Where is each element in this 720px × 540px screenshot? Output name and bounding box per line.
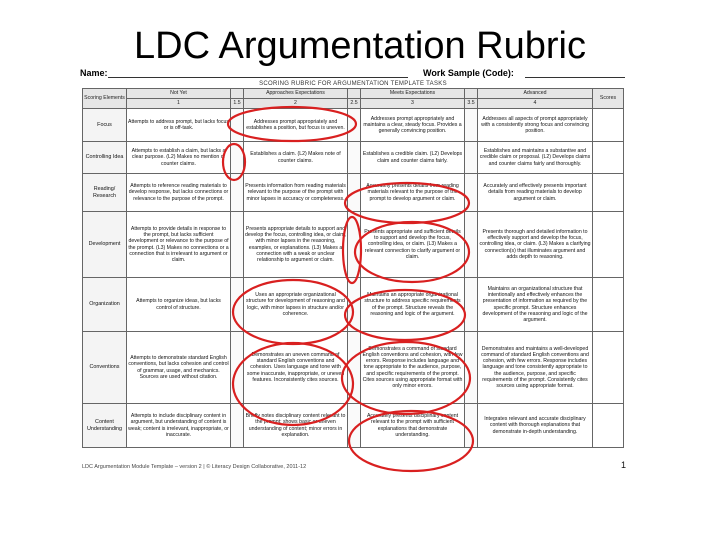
header-score-row <box>83 99 624 109</box>
work-sample-blank-line <box>525 77 625 78</box>
cell-not-yet: Attempts to address prompt, but lacks focus or is off-task. <box>127 109 231 142</box>
rubric-table <box>82 88 624 448</box>
cell-meets: Demonstrates a command of standard English conventions and cohesion, with few errors. Response includes language and tone appropriate to the audience, purpose, and specific requirements of the prompt. Cites sources using appropriate format with only minor errors. <box>361 332 465 404</box>
score-cell <box>593 278 624 332</box>
cell-approaches: Uses an appropriate organizational structure for development of reasoning and logic, with minor lapses in structure and/or coherence. <box>244 278 348 332</box>
cell-half-score <box>348 174 361 212</box>
element-label: Organization <box>83 278 127 332</box>
name-label: Name: <box>80 68 108 78</box>
cell-half-score <box>348 109 361 142</box>
cell-half-score <box>231 332 244 404</box>
column-header-advanced: Advanced <box>478 89 593 99</box>
cell-half-score <box>231 278 244 332</box>
column-header-gap-3 <box>465 89 478 99</box>
column-header-gap-1 <box>231 89 244 99</box>
cell-approaches: Presents appropriate details to support and develop the focus, controlling idea, or claim, with minor lapses in the reasoning, examples, or explanations. (L3) Makes a connection with a weak or unclear relationship to argument or claim. <box>244 212 348 278</box>
cell-advanced: Accurately and effectively presents important details from reading materials to develop argument or claim. <box>478 174 593 212</box>
rubric-row-development <box>83 212 624 278</box>
cell-not-yet: Attempts to organize ideas, but lacks control of structure. <box>127 278 231 332</box>
element-label: Content Understanding <box>83 404 127 448</box>
cell-half-score <box>231 142 244 174</box>
cell-half-score <box>231 174 244 212</box>
cell-half-score <box>348 278 361 332</box>
cell-not-yet: Attempts to establish a claim, but lacks a clear purpose. (L2) Makes no mention of counter claims. <box>127 142 231 174</box>
score-level-1-5: 1.5 <box>231 99 244 109</box>
cell-half-score <box>231 404 244 448</box>
score-cell <box>593 142 624 174</box>
cell-half-score <box>348 142 361 174</box>
cell-not-yet: Attempts to reference reading materials to develop response, but lacks connections or relevance to the purpose of the prompt. <box>127 174 231 212</box>
cell-approaches: Presents information from reading materials relevant to the purpose of the prompt with minor lapses in accuracy or completeness. <box>244 174 348 212</box>
cell-meets: Presents appropriate and sufficient details to support and develop the focus, controlling idea, or claim. (L3) Makes a relevant connection to clarify argument or claim. <box>361 212 465 278</box>
score-level-2: 2 <box>244 99 348 109</box>
score-level-1: 1 <box>127 99 231 109</box>
cell-advanced: Establishes and maintains a substantive and credible claim or proposal. (L2) Develops claims and counter claims fairly and thoroughly. <box>478 142 593 174</box>
cell-half-score <box>465 278 478 332</box>
column-header-scores: Scores <box>593 89 624 109</box>
cell-meets: Maintains an appropriate organizational structure to address specific requirements of the prompt. Structure reveals the reasoning and logic of the argument. <box>361 278 465 332</box>
element-label: Reading/ Research <box>83 174 127 212</box>
score-cell <box>593 109 624 142</box>
name-blank-line <box>108 77 408 78</box>
cell-not-yet: Attempts to provide details in response to the prompt, but lacks sufficient development or relevance to the purpose of the prompt. (L3) Makes no connections or a connection that is irrelevant to argument or claim. <box>127 212 231 278</box>
cell-half-score <box>465 174 478 212</box>
element-label: Conventions <box>83 332 127 404</box>
column-header-scoring-elements: Scoring Elements <box>83 89 127 109</box>
cell-approaches: Demonstrates an uneven command of standard English conventions and cohesion. Uses language and tone with some inaccurate, inappropriate, or uneven features. Inconsistently cites sources. <box>244 332 348 404</box>
rubric-row-focus <box>83 109 624 142</box>
rubric-row-conventions <box>83 332 624 404</box>
score-cell <box>593 174 624 212</box>
cell-advanced: Presents thorough and detailed information to effectively support and develop the focus, controlling idea, or claim. (L3) Makes a clarifying connection(s) that illuminates argument and adds depth to reasoning. <box>478 212 593 278</box>
score-level-3: 3 <box>361 99 465 109</box>
column-header-not-yet: Not Yet <box>127 89 231 99</box>
cell-half-score <box>465 404 478 448</box>
cell-half-score <box>231 212 244 278</box>
cell-approaches: Establishes a claim. (L2) Makes note of counter claims. <box>244 142 348 174</box>
rubric-row-content-understanding <box>83 404 624 448</box>
score-cell <box>593 404 624 448</box>
cell-advanced: Integrates relevant and accurate disciplinary content with thorough explanations that demonstrate in-depth understanding. <box>478 404 593 448</box>
cell-approaches: Briefly notes disciplinary content relevant to the prompt; shows basic or uneven understanding of content; minor errors in explanation. <box>244 404 348 448</box>
rubric-row-organization <box>83 278 624 332</box>
cell-half-score <box>348 212 361 278</box>
rubric-subtitle: SCORING RUBRIC FOR ARGUMENTATION TEMPLATE TASKS <box>259 81 447 87</box>
score-cell <box>593 332 624 404</box>
rubric-row-controlling-idea <box>83 142 624 174</box>
cell-meets: Addresses prompt appropriately and maintains a clear, steady focus. Provides a generally convincing position. <box>361 109 465 142</box>
cell-half-score <box>465 142 478 174</box>
cell-half-score <box>465 212 478 278</box>
cell-not-yet: Attempts to demonstrate standard English conventions, but lacks cohesion and control of grammar, usage, and mechanics. Sources are used without citation. <box>127 332 231 404</box>
cell-advanced: Demonstrates and maintains a well-developed command of standard English conventions and cohesion, with few errors. Response includes language and tone consistently appropriate to the audience, purpose, and specific requirements of the prompt. Consistently cites sources using appropriate format. <box>478 332 593 404</box>
cell-half-score <box>348 332 361 404</box>
cell-advanced: Addresses all aspects of prompt appropriately with a consistently strong focus and convincing position. <box>478 109 593 142</box>
cell-not-yet: Attempts to include disciplinary content in argument, but understanding of content is weak; content is irrelevant, inappropriate, or inaccurate. <box>127 404 231 448</box>
work-sample-label: Work Sample (Code): <box>423 68 514 78</box>
element-label: Development <box>83 212 127 278</box>
cell-half-score <box>465 332 478 404</box>
slide-title: LDC Argumentation Rubric <box>134 25 586 67</box>
cell-meets: Accurately presents disciplinary content relevant to the prompt with sufficient explanations that demonstrate understanding. <box>361 404 465 448</box>
score-cell <box>593 212 624 278</box>
header-label-row <box>83 89 624 99</box>
cell-advanced: Maintains an organizational structure that intentionally and effectively enhances the presentation of information as required by the specific prompt. Structure enhances development of the reasoning and logic of the argument. <box>478 278 593 332</box>
score-level-4: 4 <box>478 99 593 109</box>
column-header-meets: Meets Expectations <box>361 89 465 99</box>
cell-meets: Accurately presents details from reading materials relevant to the purpose of the prompt to develop argument or claim. <box>361 174 465 212</box>
element-label: Focus <box>83 109 127 142</box>
cell-half-score <box>465 109 478 142</box>
page-number: 1 <box>621 460 627 470</box>
score-level-3-5: 3.5 <box>465 99 478 109</box>
rubric-row-reading-research <box>83 174 624 212</box>
element-label: Controlling Idea <box>83 142 127 174</box>
document-footer: LDC Argumentation Module Template – version 2 | © Literacy Design Collaborative, 2011-12 <box>82 464 307 470</box>
cell-meets: Establishes a credible claim. (L2) Develops claim and counter claims fairly. <box>361 142 465 174</box>
cell-approaches: Addresses prompt appropriately and establishes a position, but focus is uneven. <box>244 109 348 142</box>
column-header-gap-2 <box>348 89 361 99</box>
column-header-approaches: Approaches Expectations <box>244 89 348 99</box>
cell-half-score <box>348 404 361 448</box>
score-level-2-5: 2.5 <box>348 99 361 109</box>
rubric-document <box>78 66 628 486</box>
cell-half-score <box>231 109 244 142</box>
